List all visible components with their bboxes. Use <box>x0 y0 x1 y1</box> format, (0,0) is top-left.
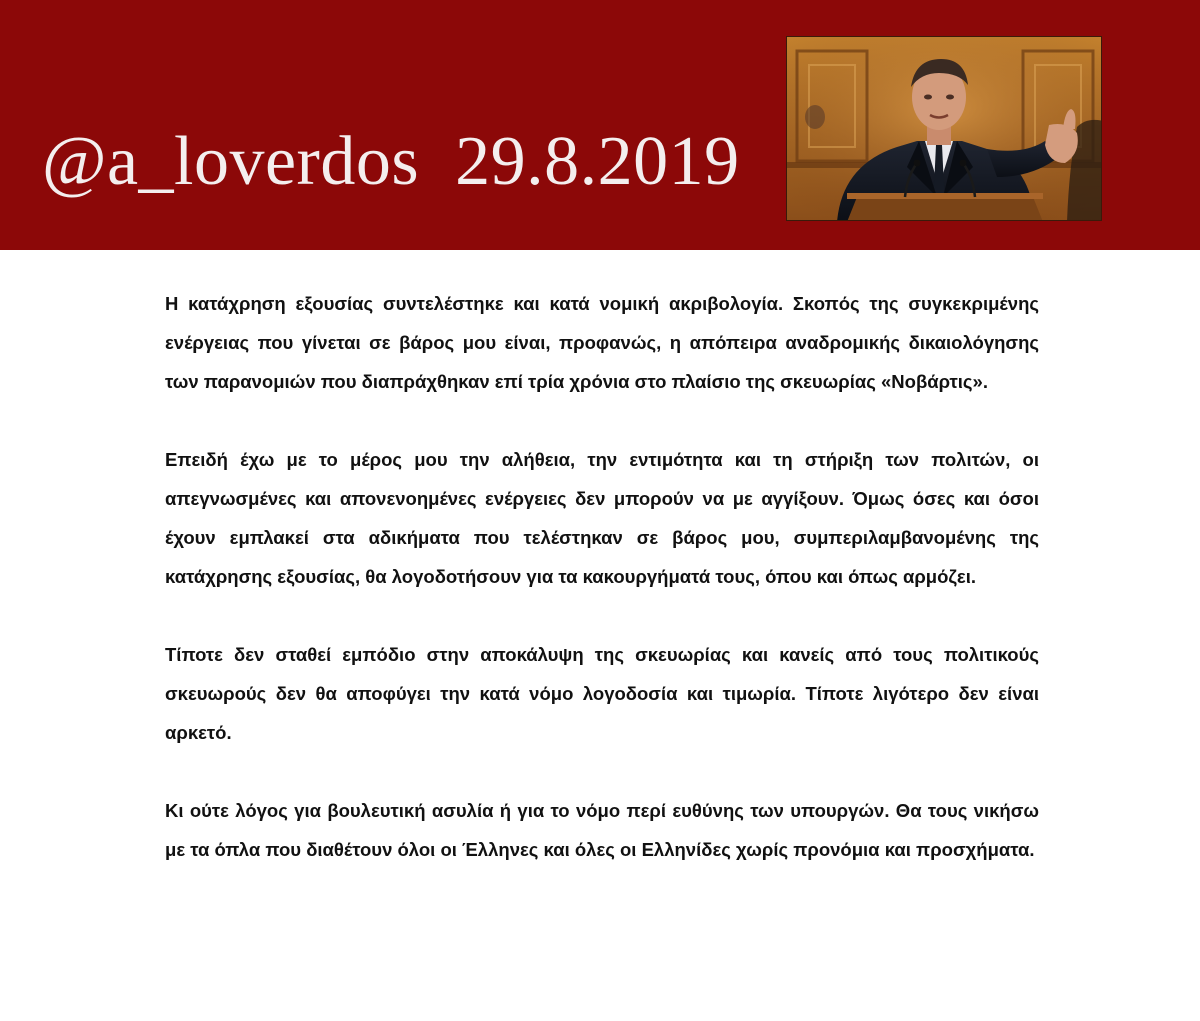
speaker-photo <box>786 36 1102 221</box>
statement-paragraph-4: Κι ούτε λόγος για βουλευτική ασυλία ή για το νόμο περί ευθύνης των υπουργών. Θα τους νικήσω με τα όπλα που διαθέτουν όλοι οι Έλληνες και όλες οι Ελληνίδες χωρίς προνόμια και προσχήματα. <box>165 800 1039 860</box>
header-title <box>42 122 740 202</box>
statement-paragraph-3: Τίποτε δεν σταθεί εμπόδιο στην αποκάλυψη της σκευωρίας και κανείς από τους πολιτικούς σκευωρούς δεν θα αποφύγει την κατά νόμο λογοδοσία και τιμωρία. Τίποτε λιγότερο δεν είναι αρκετό. <box>165 644 1039 743</box>
statement-text <box>165 284 1039 908</box>
statement-paragraph-2: Επειδή έχω με το μέρος μου την αλήθεια, την εντιμότητα και τη στήριξη των πολιτών, οι απεγνωσμένες και απονενοημένες ενέργειες δεν μπορούν να με αγγίξουν. Όμως όσες και όσοι έχουν εμπλακεί στα αδικήματα που τελέστηκαν σε βάρος μου, συμπεριλαμβανομένης της κατάχρησης εξουσίας, θα λογοδοτήσουν για τα κακουργήματά τους, όπου και όπως αρμόζει. <box>165 449 1039 587</box>
statement-date: 29.8.2019 <box>455 123 740 200</box>
statement-paragraph-1: Η κατάχρηση εξουσίας συντελέστηκε και κατά νομική ακριβολογία. Σκοπός της συγκεκριμένης ενέργειας που γίνεται σε βάρος μου είναι, προφανώς, η απόπειρα αναδρομικής δικαιολόγησης των παρανομιών που διαπράχθηκαν επί τρία χρόνια στο πλαίσιο της σκευωρίας «Νοβάρτις». <box>165 293 1039 392</box>
header-banner <box>0 0 1200 250</box>
twitter-handle: @a_loverdos <box>42 123 420 200</box>
